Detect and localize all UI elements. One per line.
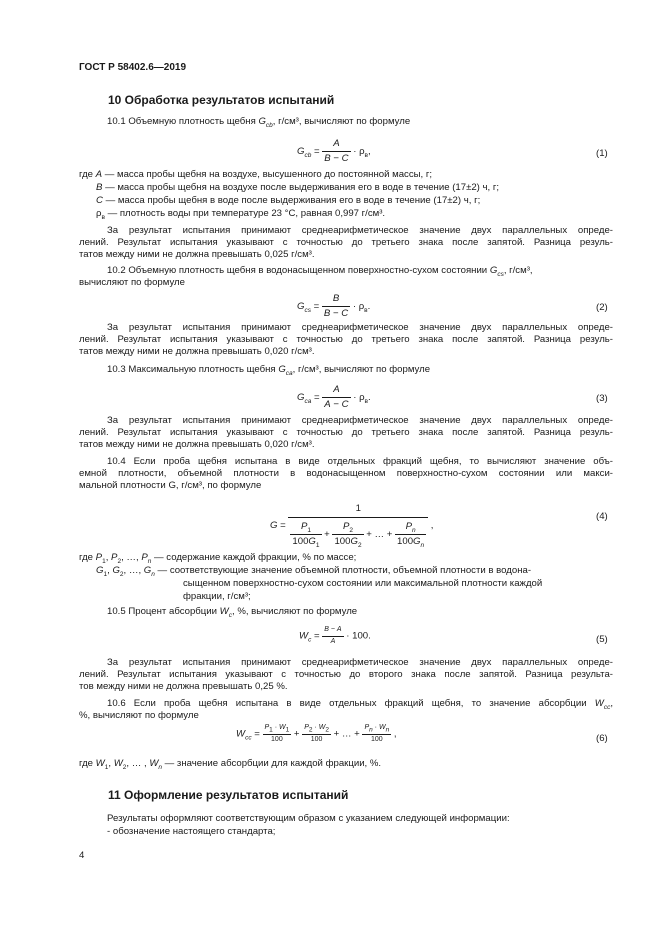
result-paragraph-5: За результат испытания принимают среднеарифметическое значение двух параллельных опреде- лений. Результат испытания указывают с точностью до второго знака после запятой. Разница результа- тов между ними не должна превышать 0,25 %. [79, 657, 613, 693]
section-10-title: 10 Обработка результатов испытаний [108, 93, 335, 107]
paragraph-10-2: 10.2 Объемную плотность щебня в водонасыщенном поверхностно-сухом состоянии $G_{cs}$, г/см³, вычисляют по формуле [79, 265, 533, 289]
formula-6: $W_{cc}$ = $\frac{P_1 \cdot W_1}{100}$ + $\frac{P_2 \cdot W_2}{100}$ + … + $\frac{P_n \cdot W_n}{100}$ , [236, 724, 397, 743]
where-b: B — масса пробы щебня на воздухе после выдерживания его в воде в течение (17±2) ч, г; [96, 182, 500, 193]
where4-g: $G_1$, $G_2$, …, $G_n$ — соответствующие значение объемной плотности, объемной плотности в водона- [96, 565, 532, 578]
document-header: ГОСТ Р 58402.6—2019 [79, 62, 187, 73]
formula-2: $G_{cs}$ = $\frac{B}{B - C}$ · $\rho_в$. [297, 293, 371, 320]
formula-number-5: (5) [596, 634, 608, 645]
formula-number-2: (2) [596, 302, 608, 313]
where4-p: где $P_1$, $P_2$, …, $P_n$ — содержание каждой фракции, % по массе; [79, 552, 357, 565]
formula-number-4: (4) [596, 511, 608, 522]
where4-g-line2: сыщенном поверхностно-сухом состоянии или максимальной плотности каждой [183, 578, 543, 589]
formula-number-3: (3) [596, 393, 608, 404]
where-a: где A — масса пробы щебня на воздухе, высушенного до постоянной массы, г; [79, 169, 433, 180]
page-number: 4 [79, 850, 85, 861]
formula-3: $G_{ca}$ = $\frac{A}{A - C}$ · $\rho_в$. [297, 384, 371, 411]
where-rho: $\rho_в$ — плотность воды при температуре 23 °С, равная 0,997 г/см³. [96, 208, 386, 221]
paragraph-10-4: 10.4 Если проба щебня испытана в виде отдельных фракций щебня, то вычисляют значение объ- емной плотности, объемной плотности в водонасыщенном поверхностно-сухом состоянии или макси- мальной плотности G, г/см³, по формуле [79, 456, 613, 492]
formula-5: $W_c$ = $\frac{B - A}{A}$ · 100. [299, 626, 371, 645]
result-paragraph-2: За результат испытания принимают среднеарифметическое значение двух параллельных опреде- лений. Результат испытания указывают с точностью до третьего знака после запятой. Разница резуль- татов между ними не должна превышать 0,020 г/см³. [79, 322, 613, 358]
where6: где $W_1$, $W_2$, … , $W_n$ — значение абсорбции для каждой фракции, %. [79, 758, 382, 771]
where-c: C — масса пробы щебня в воде после выдерживания его в воде в течение (17±2) ч, г; [96, 195, 481, 206]
formula-number-6: (6) [596, 733, 608, 744]
formula-1: $G_{cb}$ = $\frac{A}{B - C}$ · $\rho_в$, [297, 138, 371, 165]
paragraph-10-1: 10.1 Объемную плотность щебня $G_{cb}$, г/см³, вычисляют по формуле [107, 116, 411, 129]
result-paragraph-3: За результат испытания принимают среднеарифметическое значение двух параллельных опреде- лений. Результат испытания указывают с точностью до третьего знака после запятой. Разница резуль- татов между ними не должна превышать 0,020 г/см³. [79, 415, 613, 451]
where4-g-line3: фракции, г/см³; [183, 591, 251, 602]
section-11-title: 11 Оформление результатов испытаний [108, 788, 349, 802]
formula-4: G = 1 $\frac{P_1}{100G_1}$ + $\frac{P_2}{100G_2}$ + … + $\frac{P_n}{100G_n}$ , [270, 503, 434, 550]
result-paragraph-1: За результат испытания принимают среднеарифметическое значение двух параллельных опреде- лений. Результат испытания указывают с точностью до третьего знака после запятой. Разница резуль- татов между ними не должна превышать 0,025 г/см³. [79, 225, 613, 261]
paragraph-10-3: 10.3 Максимальную плотность щебня $G_{ca}$, г/см³, вычисляют по формуле [107, 364, 431, 377]
paragraph-10-5: 10.5 Процент абсорбции $W_c$, %, вычисляют по формуле [107, 606, 358, 619]
paragraph-11-line2: - обозначение настоящего стандарта; [107, 826, 276, 837]
formula-number-1: (1) [596, 148, 608, 159]
paragraph-10-6: 10.6 Если проба щебня испытана в виде отдельных фракций щебня, то значение абсорбции $W_{cc}$, %, вычисляют по формуле [79, 698, 613, 722]
paragraph-11-line1: Результаты оформляют соответствующим образом с указанием следующей информации: [107, 813, 510, 824]
